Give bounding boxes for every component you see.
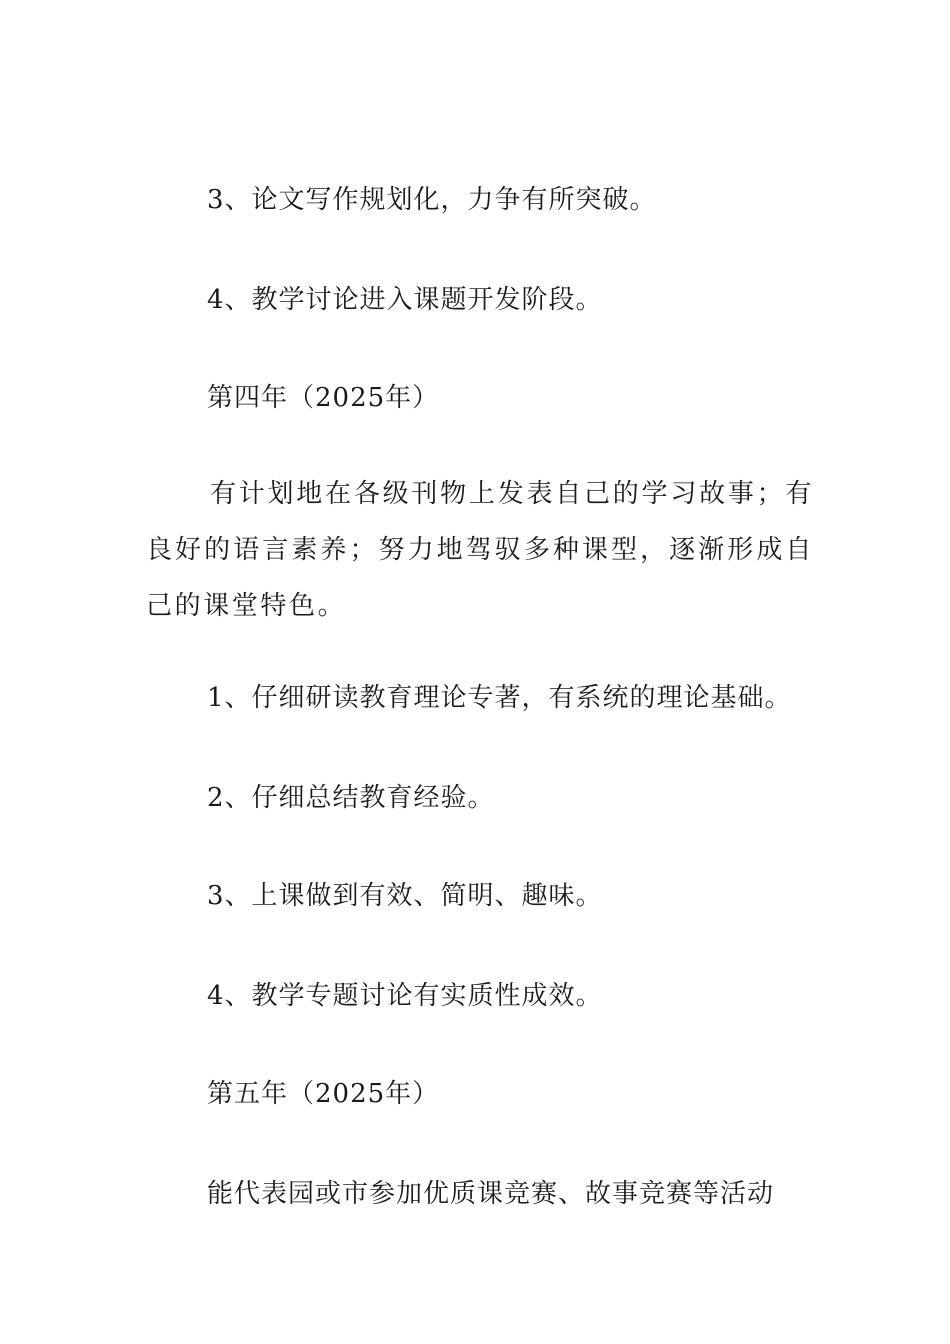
section-heading: 第五年（2025年） xyxy=(207,1079,440,1109)
list-item: 1、仔细研读教育理论专著，有系统的理论基础。 xyxy=(207,683,792,713)
list-item: 4、教学专题讨论有实质性成效。 xyxy=(207,981,603,1011)
list-item: 3、上课做到有效、简明、趣味。 xyxy=(207,881,603,911)
section-heading: 第四年（2025年） xyxy=(207,383,440,413)
list-item: 3、论文写作规划化，力争有所突破。 xyxy=(207,185,657,215)
list-item: 2、仔细总结教育经验。 xyxy=(207,783,495,813)
paragraph: 有计划地在各级刊物上发表自己的学习故事；有良好的语言素养；努力地驾驭多种课型，逐渐形成自己的课堂特色。 xyxy=(146,479,814,621)
list-item: 4、教学讨论进入课题开发阶段。 xyxy=(207,285,603,315)
paragraph: 能代表园或市参加优质课竞赛、故事竞赛等活动 xyxy=(207,1179,775,1209)
